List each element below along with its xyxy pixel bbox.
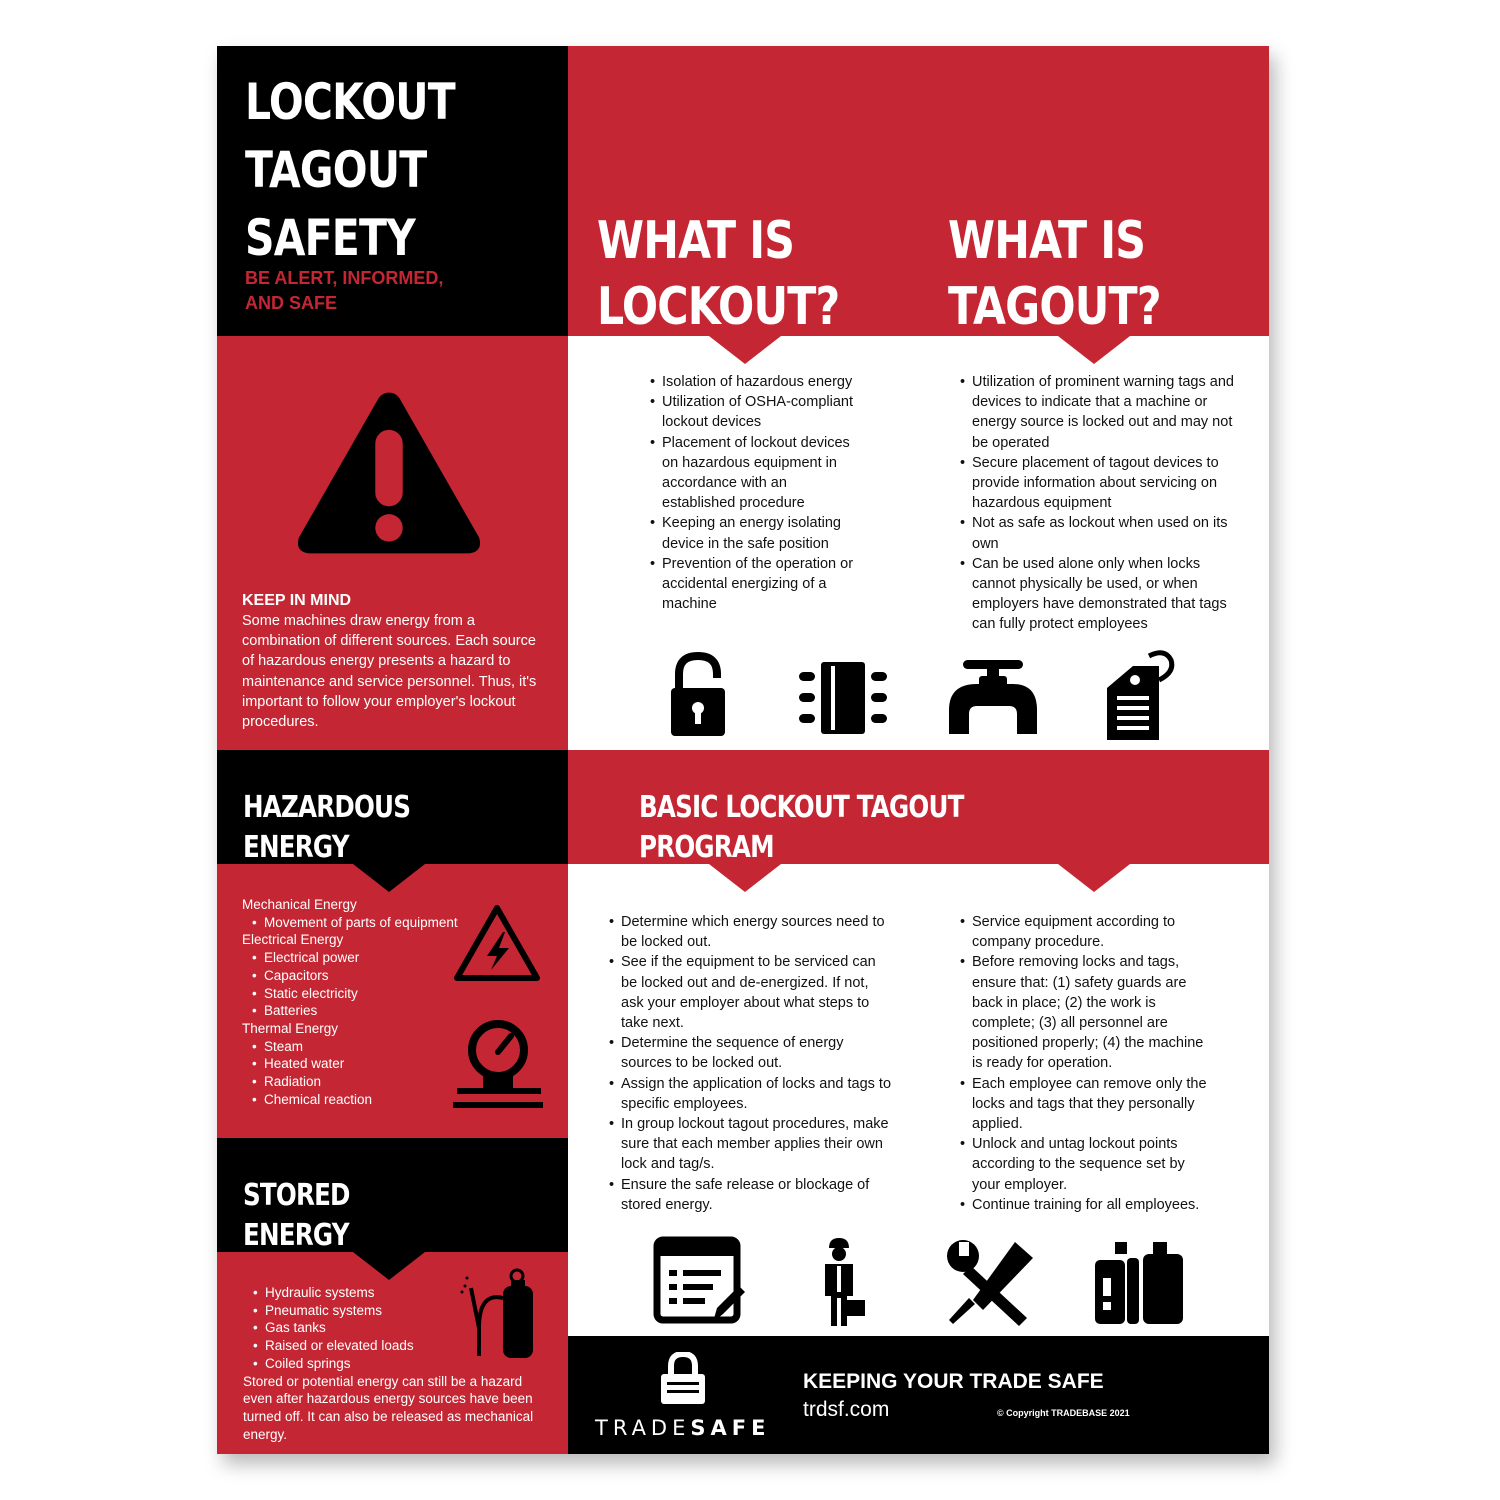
heading-line: BASIC LOCKOUT TAGOUT bbox=[639, 790, 964, 825]
list-item: • Static electricity bbox=[242, 985, 462, 1003]
list-item: • Movement of parts of equipment bbox=[242, 914, 462, 932]
brand-light: TRADE bbox=[595, 1416, 691, 1440]
heading-line: ENERGY bbox=[243, 1218, 349, 1253]
title-line: TAGOUT bbox=[245, 141, 427, 199]
poster-subtitle bbox=[245, 266, 443, 316]
copyright-text: Copyright TRADEBASE 2021 bbox=[1006, 1408, 1130, 1418]
list-item: • Steam bbox=[242, 1038, 462, 1056]
program-list-right bbox=[960, 912, 1210, 1215]
heading-line: ENERGY bbox=[243, 830, 349, 865]
poster-title bbox=[245, 68, 455, 272]
list-item: • Not as safe as lockout when used on its own bbox=[960, 513, 1245, 553]
hazardous-energy-heading bbox=[243, 788, 410, 868]
heading-line: TAGOUT? bbox=[948, 277, 1161, 337]
list-item: • Capacitors bbox=[242, 967, 462, 985]
heading-line: WHAT IS bbox=[597, 211, 795, 271]
list-item: • Heated water bbox=[242, 1055, 462, 1073]
title-line: LOCKOUT bbox=[245, 73, 455, 131]
list-item: • Before removing locks and tags, ensure that: (1) safety guards are back in place; (2) the work is complete; (3) all personnel are positioned properly; (4) the machine is ready for operation. bbox=[960, 952, 1210, 1073]
heading-line: PROGRAM bbox=[639, 830, 774, 865]
list-item: • In group lockout tagout procedures, make sure that each member applies their own lock and tag/s. bbox=[609, 1114, 894, 1175]
list-item: • Placement of lockout devices on hazardous equipment in accordance with an established procedure bbox=[650, 433, 860, 514]
tools-icon bbox=[945, 1238, 1037, 1326]
lockout-list bbox=[650, 372, 860, 614]
form-icon bbox=[653, 1236, 745, 1328]
program-list-left bbox=[609, 912, 894, 1215]
tagout-list bbox=[960, 372, 1245, 635]
energy-category: Thermal Energy bbox=[242, 1020, 339, 1036]
valve-icon bbox=[947, 658, 1039, 734]
list-item: • Determine the sequence of energy sources to be locked out. bbox=[609, 1033, 894, 1073]
copyright-icon: © bbox=[997, 1408, 1004, 1418]
list-item: • Assign the application of locks and tags to specific employees. bbox=[609, 1074, 894, 1114]
list-item: • Isolation of hazardous energy bbox=[650, 372, 860, 392]
heading-line: LOCKOUT? bbox=[597, 277, 840, 337]
brand-wordmark bbox=[595, 1416, 770, 1440]
stored-energy-caret bbox=[353, 1252, 425, 1280]
tagout-heading bbox=[948, 208, 1161, 340]
subtitle-line: AND SAFE bbox=[245, 293, 338, 313]
footer-slogan: KEEPING YOUR TRADE SAFE bbox=[803, 1370, 1104, 1393]
list-item: • Chemical reaction bbox=[242, 1091, 462, 1109]
heading-line: HAZARDOUS bbox=[243, 790, 411, 825]
list-item: • Ensure the safe release or blockage of stored energy. bbox=[609, 1175, 894, 1215]
program-caret-left bbox=[709, 864, 781, 892]
list-item: • Raised or elevated loads bbox=[243, 1337, 543, 1355]
pressure-gauge-icon bbox=[451, 1018, 545, 1112]
tag-icon bbox=[1105, 650, 1175, 742]
list-item: • Determine which energy sources need to be locked out. bbox=[609, 912, 894, 952]
warning-triangle-icon bbox=[291, 384, 487, 562]
list-item: • Secure placement of tagout devices to provide information about servicing on hazardous equipment bbox=[960, 453, 1245, 514]
list-item: • Radiation bbox=[242, 1073, 462, 1091]
list-item: • Utilization of OSHA-compliant lockout devices bbox=[650, 392, 860, 432]
list-item: • Service equipment according to company procedure. bbox=[960, 912, 1210, 952]
lockout-heading bbox=[597, 208, 839, 340]
energy-category: Mechanical Energy bbox=[242, 897, 357, 912]
stored-energy-heading bbox=[243, 1176, 350, 1256]
lockout-device-icon bbox=[797, 660, 889, 736]
padlock-icon bbox=[669, 652, 727, 738]
tagout-caret bbox=[1058, 336, 1130, 364]
list-item: • Each employee can remove only the locks and tags that they personally applied. bbox=[960, 1074, 1210, 1135]
heading-line: WHAT IS bbox=[948, 211, 1146, 271]
list-item: • Utilization of prominent warning tags and devices to indicate that a machine or energy source is locked out and may not be operated bbox=[960, 372, 1245, 453]
gas-cylinders-icon bbox=[1093, 1238, 1185, 1324]
hazardous-energy-list bbox=[242, 896, 462, 1108]
list-item: • Batteries bbox=[242, 1002, 462, 1020]
list-item: • Keeping an energy isolating device in the safe position bbox=[650, 513, 860, 553]
worker-icon bbox=[817, 1236, 867, 1328]
keep-in-mind-text: Some machines draw energy from a combination of different sources. Each source of hazardous energy presents a hazard to maintenance and service personnel. Thus, it's important to follow your employer's lockout procedures. bbox=[242, 613, 537, 731]
lockout-caret bbox=[709, 336, 781, 364]
list-item: • Pneumatic systems bbox=[243, 1302, 543, 1320]
brand-bold: SAFE bbox=[690, 1416, 771, 1440]
hazardous-energy-caret bbox=[353, 864, 425, 892]
list-item: • Continue training for all employees. bbox=[960, 1195, 1210, 1215]
tradesafe-lock-logo bbox=[659, 1352, 707, 1406]
footer-copyright bbox=[997, 1408, 1130, 1418]
list-item: • Hydraulic systems bbox=[243, 1284, 543, 1302]
program-caret-right bbox=[1058, 864, 1130, 892]
list-item: • Unlock and untag lockout points according to the sequence set by your employer. bbox=[960, 1134, 1210, 1195]
spray-tank-icon bbox=[459, 1268, 539, 1360]
list-item: • Gas tanks bbox=[243, 1319, 543, 1337]
electrical-hazard-icon bbox=[453, 904, 541, 982]
title-line: SAFETY bbox=[245, 209, 416, 267]
list-item: • Prevention of the operation or accidental energizing of a machine bbox=[650, 554, 860, 615]
heading-line: STORED bbox=[243, 1178, 350, 1213]
list-item: • Electrical power bbox=[242, 949, 462, 967]
list-item: • See if the equipment to be serviced can be locked out and de-energized. If not, ask your employer about what steps to take next. bbox=[609, 952, 894, 1033]
footer-url: trdsf.com bbox=[803, 1398, 890, 1421]
keep-in-mind-heading: KEEP IN MIND bbox=[242, 592, 352, 609]
program-heading bbox=[639, 788, 964, 868]
stored-energy-note: Stored or potential energy can still be a hazard even after hazardous energy sources have been turned off. It can also be released as mechanical energy. bbox=[243, 1373, 534, 1442]
safety-poster bbox=[217, 46, 1269, 1454]
list-item: • Can be used alone only when locks cannot physically be used, or when employers have demonstrated that tags can fully protect employees bbox=[960, 554, 1245, 635]
subtitle-line: BE ALERT, INFORMED, bbox=[245, 268, 444, 288]
list-item: • Coiled springs bbox=[243, 1355, 543, 1373]
energy-category: Electrical Energy bbox=[242, 932, 344, 948]
